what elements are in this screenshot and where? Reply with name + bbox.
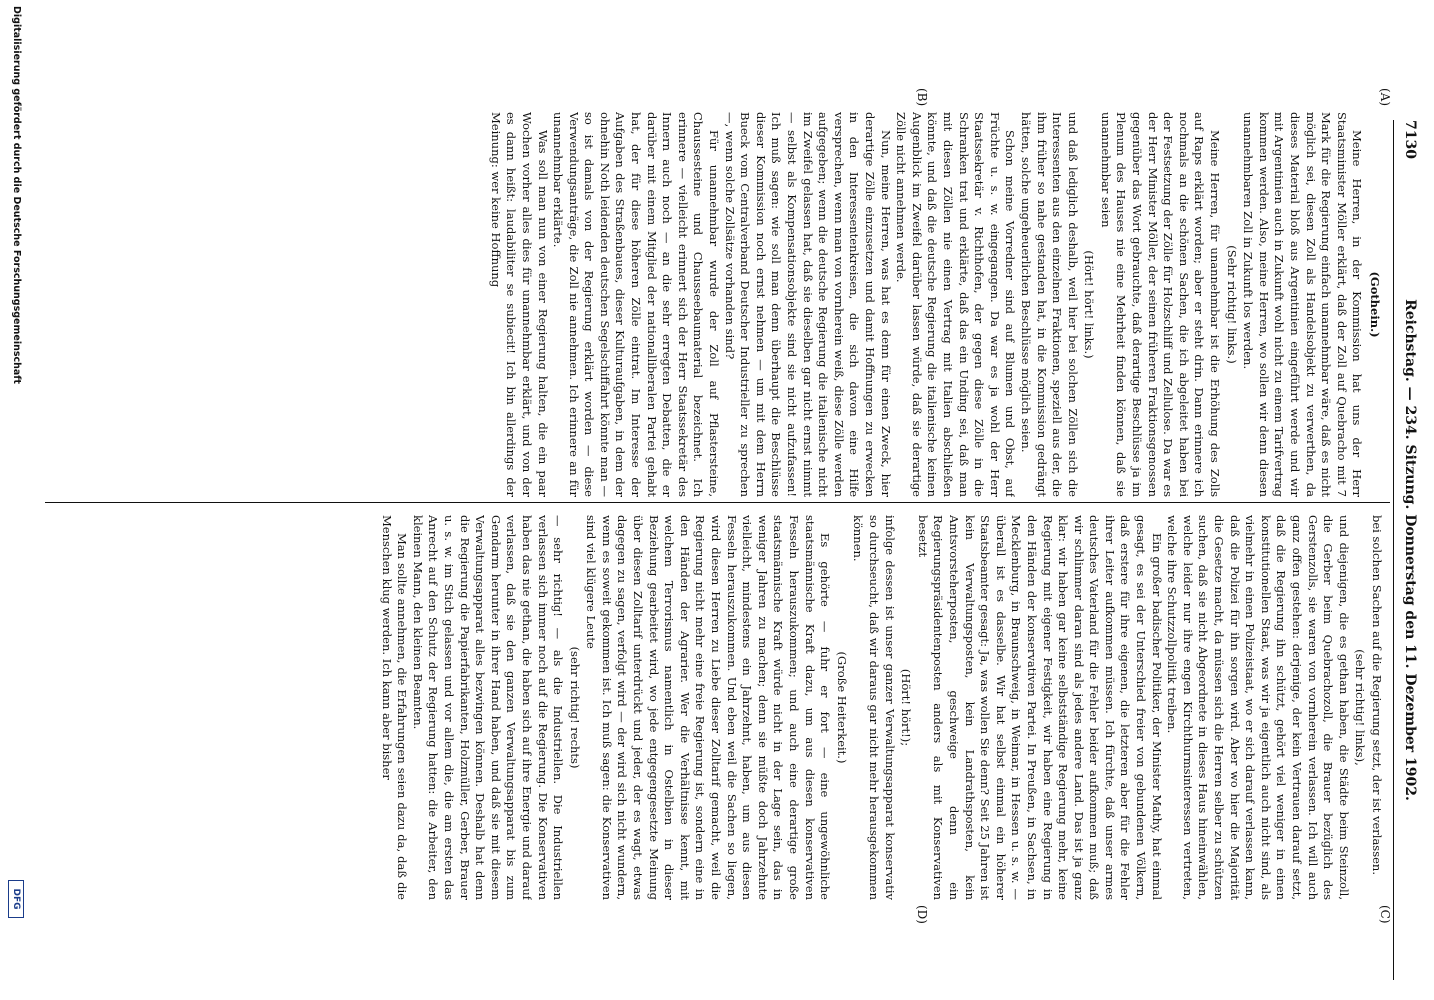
paragraph: Nun, meine Herren, was hat es denn für einen Zweck, hier derartige Zölle einzusetzen und damit Hoffnungen zu erwecken in den Interessentenkreisen, die sich davon eine Hilfe versprechen, wenn man von vornherein weiß, diese Zölle werden aufgegeben; wenn die deutsche Regierung die italienische nicht im Zweifel gelassen hat, daß sie dieselben gar nicht ernst nimmt — selbst als Kompensationsobjekte sind sie nicht aufzufassen! Ich muß sagen: wie soll man denn überhaupt die Beschlüsse dieser Kommission noch ernst nehmen — um mit dem Herrn Bueck vom Centralverband Deutscher Industrieller zu sprechen —, wenn solche Zollsätze vorhanden sind? [722, 112, 893, 497]
interjection: (Hört! hört!); [899, 668, 914, 747]
interjection: (Hört! hört! links.) [1082, 250, 1097, 359]
paragraph: infolge dessen ist unser ganzer Verwaltungsapparat konservativ so durchseucht, daß wir daraus gar nicht mehr herausgekommen können. [851, 515, 897, 900]
paragraph: Schon meine Vorredner sind auf Blumen und Obst, auf Früchte u. s. w. eingegangen. Da war es ja wohl der Herr Staatssekretär v. Richthofen, der gegen diese Zölle in die Schranken trat und erklärte, daß das ein Unding sei, daß man mit diesen Zöllen nie einen Vertrag mit Italien abschließen könnte, und daß die deutsche Regierung die italienische keinen Augenblick im Zweifel darüber lassen würde, daß sie derartige Zölle nicht annehmen werde. [894, 112, 1018, 497]
interjection: (Sehr richtig! links.) [1224, 245, 1239, 364]
dfg-logo: DFG [8, 880, 24, 918]
page-title: Reichstag. — 234. Sitzung. Donnerstag den 11. Dezember 1902. [1402, 299, 1418, 801]
margin-marker-b: (B) [915, 88, 929, 107]
paragraph: Meine Herren, für unannehmbar ist die Erhöhung des Zolls auf Raps erklärt worden; aber er steht drin. Dann erinnere ich nochmals an die schönen Sachen, die ich abgeleitet haben bei der Festsetzung der Zölle für Holzschliff und Zellulose. Da war es der Herr Minister Möller, der seinen früheren Fraktionsgenossen gegenüber das Wort gebrauchte, daß derartige Beschlüsse ja im Plenum des Hauses nie eine Mehrheit finden können, daß sie unannehmbar seien [1098, 112, 1223, 497]
interjection: (sehr richtig! links), [1353, 649, 1368, 766]
margin-marker-a: (A) [1378, 88, 1392, 107]
margin-marker-c: (C) [1378, 905, 1392, 924]
digitization-footer [6, 0, 26, 1000]
margin-marker-d: (D) [915, 905, 929, 924]
paragraph: — sehr richtig! — als die Industriellen. Die Industriellen verlassen sich immer noch auf die Regierung. Die Konservativen haben das nie gethan, die haben sich auf ihre Energie und darauf verlassen, daß sie den ganzen Verwaltungsapparat bis zum Gendarm herunter in ihrer Hand haben, und daß sie mit diesem Verwaltungsapparat alles bezwingen können. Deshalb hat denn die Regierung die Papierfabrikanten, Holzmüller, Gerber, Brauer u. s. w. im Stich gelassen und vor allem die, die am ersten das Anrecht auf den Schutz der Regierung hatten: die Arbeiter, den kleinen Mann, den kleinen Beamten. [410, 515, 566, 900]
paragraph: bei solchen Sachen auf die Regierung setzt, der ist verlassen. [1370, 515, 1384, 875]
paragraph: Meine Herren, in der Kommission hat uns der Herr Staatsminister Möller erklärt, daß der Zoll auf Quebracho mit 7 Mark für die Regierung einfach unannehmbar wäre, daß es nicht möglich sei, diesen Zoll als Handelsobjekt zu verwerthen, da dieses Material bloß aus Argentinien eingeführt werde und wir mit Argentinien auch in Zukunft wohl nicht zu einem Tarifvertrag kommen werden. Also, meine Herren, wo sollen wir denn diesen unannehmbaren Zoll in Zukunft los werden. [1241, 112, 1365, 497]
interjection: (Große Heiterkeit.) [834, 651, 849, 764]
paragraph: Es gehörte — fuhr er fort — eine ungewöhnliche staatsmännische Kraft dazu, um aus diesen konservativen Fesseln herauszukommen; und auch eine derartige große staatsmännische Kraft würde nicht in der Lage sein, das in weniger Jahren zu machen; denn sie müßte doch Jahrzehnte vielleicht, mindestens ein Jahrzehnt, haben, um aus diesen Fesseln herauszukommen. Und eben weil die Sachen so liegen, wird diesen Herren zu Liebe dieser Zolltarif gemacht, weil die Regierung nicht mehr eine freie Regierung ist, sondern eine in den Händen der Agrarier. Wer die Verhältnisse kennt, mit welchem Terrorismus namentlich in Ostelbien in dieser Beziehung gearbeitet wird, wo jede entgegengesetzte Meinung über diesen Zolltarif unterdrückt und jeder, der es wagt, etwas dagegen zu sagen, verfolgt wird — der wird sich nicht wundern, wenn es soweit gekommen ist. Ich muß sagen: die Konservativen sind viel klügere Leute [584, 515, 833, 900]
text-column-left [44, 112, 1384, 497]
speaker-label: (Gothein.) [1368, 271, 1382, 338]
paragraph: Ein großer badischer Politiker, der Minister Mathy, hat einmal gesagt, es sei der Unterschied freier von gebundenen Völkern, daß erstere für ihre eigenen, die letzteren aber für die Fehler ihrer Leiter aufkommen müssen. Ich fürchte, daß unser armes deutsches Vaterland für die Fehler beider aufkommen muß; daß wir schlimmer daran sind als jedes andere Land. Das ist ja ganz klar: wir haben gar keine selbstständige Regierung mehr, keine Regierung mit eigener Festigkeit, wir haben eine Regierung in den Händen der konservativen Partei. In Preußen, in Sachsen, in Mecklenburg, in Braunschweig, in Weimar, in Hessen u. s. w. — überall ist es dasselbe. Wir hat selbst einmal ein höherer Staatsbeamter gesagt: Ja, was wollen Sie denn? Seit 25 Jahren ist kein Verwaltungsposten, kein Landrathsposten, kein Amtsvorsteherposten, geschweige denn ein Regierungspräsidentenposten anders als mit Konservativen besetzt [915, 515, 1164, 900]
page-number: 7130 [1402, 120, 1418, 159]
header-rule [1393, 120, 1394, 980]
text-column-right [44, 515, 1384, 900]
column-divider [45, 502, 1390, 503]
paragraph: Für unannehmbar wurde der Zoll auf Pflastersteine, Chaussesteine und Chausseebaumaterial bezeichnet. Ich erinnere — vielleicht erinnert sich der Herr Staatssekretär des Innern auch noch — an die sehr erregten Debatten, die er darüber mit einem Mitglied der nationalliberalen Partei gehabt hat, der für diese höheren Zölle eintrat. Im Interesse der Aufgaben des Straßenbaues, dieser Kulturaufgaben, in dem der ohnehin Noth leidenden deutschen Segelschiffahrt könnte man — so ist damals von der Regierung erklärt worden — diese Verwendungsanträge, die Zoll nie annehmen. Ich erinnere an für unannehmbar erklärte. [551, 112, 722, 497]
paragraph: Man sollte annehmen, die Erfahrungen seien dazu da, daß die Menschen klug werden. Ich kann aber bisher [379, 515, 410, 900]
page-header [1396, 120, 1422, 980]
paragraph: und diejenigen, die es gethan haben, die Städte beim Steinzoll, die Gerber beim Quebrachozoll, die Brauer bezüglich des Gerstenzolls, sie waren von vornherein verlassen. Ich will auch ganz offen gestehen: derjenige, der kein Vertrauen darauf setzt, daß die Regierung ihn schützt, gehört viel weniger in einen konstitutionellen Staat, was wir ja eigentlich auch nicht sind, als vielmehr in einen Polizeistaat, wo er sich darauf verlassen kann, daß die Polizei für ihn sorgen wird. Aber wo hier die Majorität die Gesetze macht, da müssen sich die Herren selber zu schützen suchen, daß sie nicht Abgeordnete in dieses Haus hineinwählen, welche leider nur ihre engen Kirchthurmsinteressen vertreten, welche ihre Schutzzollpolitik treiben. [1165, 515, 1351, 900]
paragraph: und daß lediglich deshalb, weil hier bei solchen Zöllen sich die Interessenten aus den einzelnen Fraktionen, speziell aus der, die ihm früher so nahe gestanden hat, in die Kommission gedrängt hätten, solche ungeheuerlichen Beschlüsse möglich seien. [1018, 112, 1080, 497]
interjection: (sehr richtig! rechts) [567, 646, 582, 769]
paragraph: Was soll man nun von einer Regierung halten, die ein paar Wochen vorher alles dies für unannehmbar erklärt, und von der es dann heißt: laudabiliter se subiecit! Ich bin allerdings der Meinung: wer keine Hoffnung [488, 112, 550, 497]
footer-text: Digitalisierung gefördert durch die Deutsche Forschungsgemeinschaft [11, 6, 22, 384]
